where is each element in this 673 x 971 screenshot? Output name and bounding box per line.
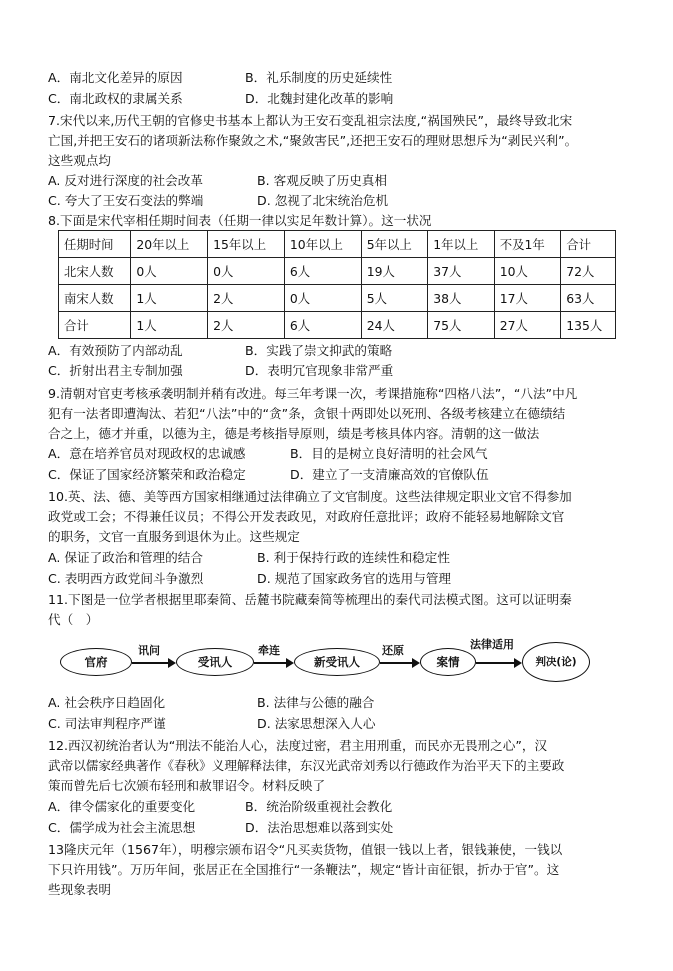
q9-options-row-2: [48, 465, 645, 485]
table-cell: 27人: [494, 312, 561, 339]
q12-options-row-1: [48, 797, 645, 817]
q8-option-d: D．表明冗官现象非常严重: [245, 363, 394, 378]
table-cell: 北宋人数: [59, 258, 131, 285]
table-cell: 6人: [284, 312, 361, 339]
q10-option-b: B. 利于保持行政的连续性和稳定性: [257, 550, 450, 565]
diagram-node-new-interrogated: 新受讯人: [294, 648, 380, 676]
q9-option-c: C．保证了国家经济繁荣和政治稳定: [48, 467, 246, 482]
q9-options-row-1: [48, 444, 645, 464]
q7-stem-line: 7.宋代以来,历代王朝的官修史书基本上都认为王安石变乱祖宗法度,“祸国殃民”，最终导致北宋: [48, 113, 573, 128]
table-cell: 75人: [428, 312, 495, 339]
judicial-model-diagram: [60, 638, 620, 692]
diagram-arrow-label: 法律适用: [470, 638, 514, 651]
q11-options-row-1: [48, 693, 645, 713]
q12-options-row-2: [48, 818, 645, 838]
table-cell: 5人: [361, 285, 428, 312]
q9-option-b: B．目的是树立良好清明的社会风气: [290, 446, 488, 461]
q11-stem-line: 11.下图是一位学者根据里耶秦简、岳麓书院藏秦简等梳理出的秦代司法模式图。这可以证明秦: [48, 592, 572, 607]
diagram-arrow: [380, 662, 418, 664]
q6-option-c: C．南北政权的隶属关系: [48, 91, 183, 106]
q13-stem-line: 13隆庆元年（1567年），明穆宗颁布诏令“凡买卖货物，值银一钱以上者，银钱兼使，一钱以: [48, 842, 563, 857]
table-header-cell: 合计: [561, 231, 616, 258]
q8-tenure-table: [58, 230, 616, 339]
q8-options-row-1: [48, 341, 645, 361]
q10-option-d: D. 规范了国家政务官的选用与管理: [257, 571, 452, 586]
q10-options-row-1: [48, 548, 645, 568]
diagram-arrow: [254, 662, 292, 664]
q12-option-d: D．法治思想难以落到实处: [245, 820, 394, 835]
q10-stem-line: 的职务，文官一直服务到退休为止。这些规定: [48, 529, 300, 544]
table-cell: 38人: [428, 285, 495, 312]
q6-options-row-2: [48, 89, 645, 109]
q10-option-c: C. 表明西方政党间斗争激烈: [48, 571, 204, 586]
diagram-arrow-label: 牵连: [258, 644, 280, 657]
table-header-cell: 20年以上: [131, 231, 208, 258]
table-cell: 2人: [208, 285, 285, 312]
table-cell: 6人: [284, 258, 361, 285]
diagram-node-case: 案情: [420, 648, 476, 676]
q11-option-a: A. 社会秩序日趋固化: [48, 695, 166, 710]
q8-option-a: A．有效预防了内部动乱: [48, 343, 183, 358]
q13-stem-line: 些现象表明: [48, 882, 111, 897]
table-cell: 37人: [428, 258, 495, 285]
diagram-arrow-label: 还原: [382, 644, 404, 657]
q11-stem-line: 代（ ）: [48, 612, 99, 627]
table-header-cell: 不及1年: [494, 231, 561, 258]
q9-stem-line: 合之上，德才并重，以德为主，德是考核指导原则，绩是考核具体内容。清朝的这一做法: [48, 426, 540, 441]
q7-stem-line: 这些观点均: [48, 153, 111, 168]
table-cell: 1人: [131, 312, 208, 339]
q9-option-a: A．意在培养官员对现政权的忠诚感: [48, 446, 246, 461]
q6-option-b: B．礼乐制度的历史延续性: [245, 70, 393, 85]
table-header-row: [59, 231, 616, 258]
table-cell: 0人: [284, 285, 361, 312]
q12-option-c: C．儒学成为社会主流思想: [48, 820, 196, 835]
q9-stem-line: 9.清朝对官吏考核承袭明制并稍有改进。每三年考课一次，考课措施称“四格八法”，“八法”中凡: [48, 386, 578, 401]
table-cell: 63人: [561, 285, 616, 312]
q9-stem-line: 犯有一法者即遭淘汰、若犯“八法”中的“贪”条，贪银十两即处以死刑、各级考核建立在德绩结: [48, 406, 566, 421]
q6-option-a: A．南北文化差异的原因: [48, 70, 183, 85]
table-cell: 72人: [561, 258, 616, 285]
diagram-node-government: 官府: [60, 648, 132, 676]
q7-stem-line: 亡国,并把王安石的诸项新法称作聚敛之术,“聚敛害民”,还把王安石的理财思想斥为“剥民兴利”。: [48, 133, 578, 148]
table-cell: 10人: [494, 258, 561, 285]
q12-stem-line: 策而曾先后七次颁布轻刑和赦罪诏令。材料反映了: [48, 778, 326, 793]
table-row: [59, 312, 616, 339]
diagram-node-interrogated: 受讯人: [176, 648, 254, 676]
q8-option-c: C．折射出君主专制加强: [48, 363, 183, 378]
q9-option-d: D．建立了一支清廉高效的官僚队伍: [290, 467, 489, 482]
q6-option-d: D．北魏封建化改革的影响: [245, 91, 394, 106]
diagram-arrow: [132, 662, 174, 664]
table-cell: 合计: [59, 312, 131, 339]
table-cell: 19人: [361, 258, 428, 285]
q12-option-a: A．律令儒家化的重要变化: [48, 799, 196, 814]
q6-options-row-1: [48, 68, 645, 88]
q11-option-d: D. 法家思想深入人心: [257, 716, 376, 731]
q10-options-row-2: [48, 569, 645, 589]
diagram-node-verdict: 判决(论): [522, 642, 590, 682]
table-cell: 1人: [131, 285, 208, 312]
q11-options-row-2: [48, 714, 645, 734]
table-header-cell: 15年以上: [208, 231, 285, 258]
q8-option-b: B．实践了崇文抑武的策略: [245, 343, 393, 358]
table-header-cell: 5年以上: [361, 231, 428, 258]
q11-option-b: B. 法律与公德的融合: [257, 695, 375, 710]
q7-options-row-2: [48, 191, 645, 211]
table-header-cell: 10年以上: [284, 231, 361, 258]
q10-stem-line: 政党或工会；不得兼任议员；不得公开发表政见，对政府任意批评；政府不能轻易地解除文官: [48, 509, 565, 524]
q12-option-b: B．统治阶级重视社会教化: [245, 799, 393, 814]
table-cell: 南宋人数: [59, 285, 131, 312]
q8-options-row-2: [48, 361, 645, 381]
table-row: [59, 285, 616, 312]
q13-stem-line: 下只许用钱”。万历年间，张居正在全国推行“一条鞭法”，规定“皆计亩征银，折办于官”。这: [48, 862, 560, 877]
diagram-arrow-label: 讯问: [138, 644, 160, 657]
q8-stem: 8.下面是宋代宰相任期时间表（任期一律以实足年数计算）。这一状况: [48, 213, 432, 228]
q7-option-b: B. 客观反映了历史真相: [257, 173, 387, 188]
table-cell: 2人: [208, 312, 285, 339]
q11-option-c: C. 司法审判程序严谨: [48, 716, 166, 731]
q10-stem-line: 10.英、法、德、美等西方国家相继通过法律确立了文官制度。这些法律规定职业文官不得参加: [48, 489, 572, 504]
table-row: [59, 258, 616, 285]
q12-stem-line: 12.西汉初统治者认为“刑法不能治人心，法度过密，君主用刑重，而民亦无畏刑之心”，汉: [48, 738, 548, 753]
table-cell: 17人: [494, 285, 561, 312]
q10-option-a: A. 保证了政治和管理的结合: [48, 550, 203, 565]
q7-option-c: C. 夸大了王安石变法的弊端: [48, 193, 204, 208]
table-cell: 0人: [131, 258, 208, 285]
q12-stem-line: 武帝以儒家经典著作《春秋》义理解释法律，东汉光武帝刘秀以行德政作为治平天下的主要政: [48, 758, 565, 773]
q7-option-d: D. 忽视了北宋统治危机: [257, 193, 389, 208]
diagram-arrow: [476, 662, 520, 664]
q7-options-row-1: [48, 171, 645, 191]
table-cell: 135人: [561, 312, 616, 339]
q7-option-a: A. 反对进行深度的社会改革: [48, 173, 203, 188]
table-header-cell: 1年以上: [428, 231, 495, 258]
table-cell: 0人: [208, 258, 285, 285]
table-cell: 24人: [361, 312, 428, 339]
table-header-cell: 任期时间: [59, 231, 131, 258]
